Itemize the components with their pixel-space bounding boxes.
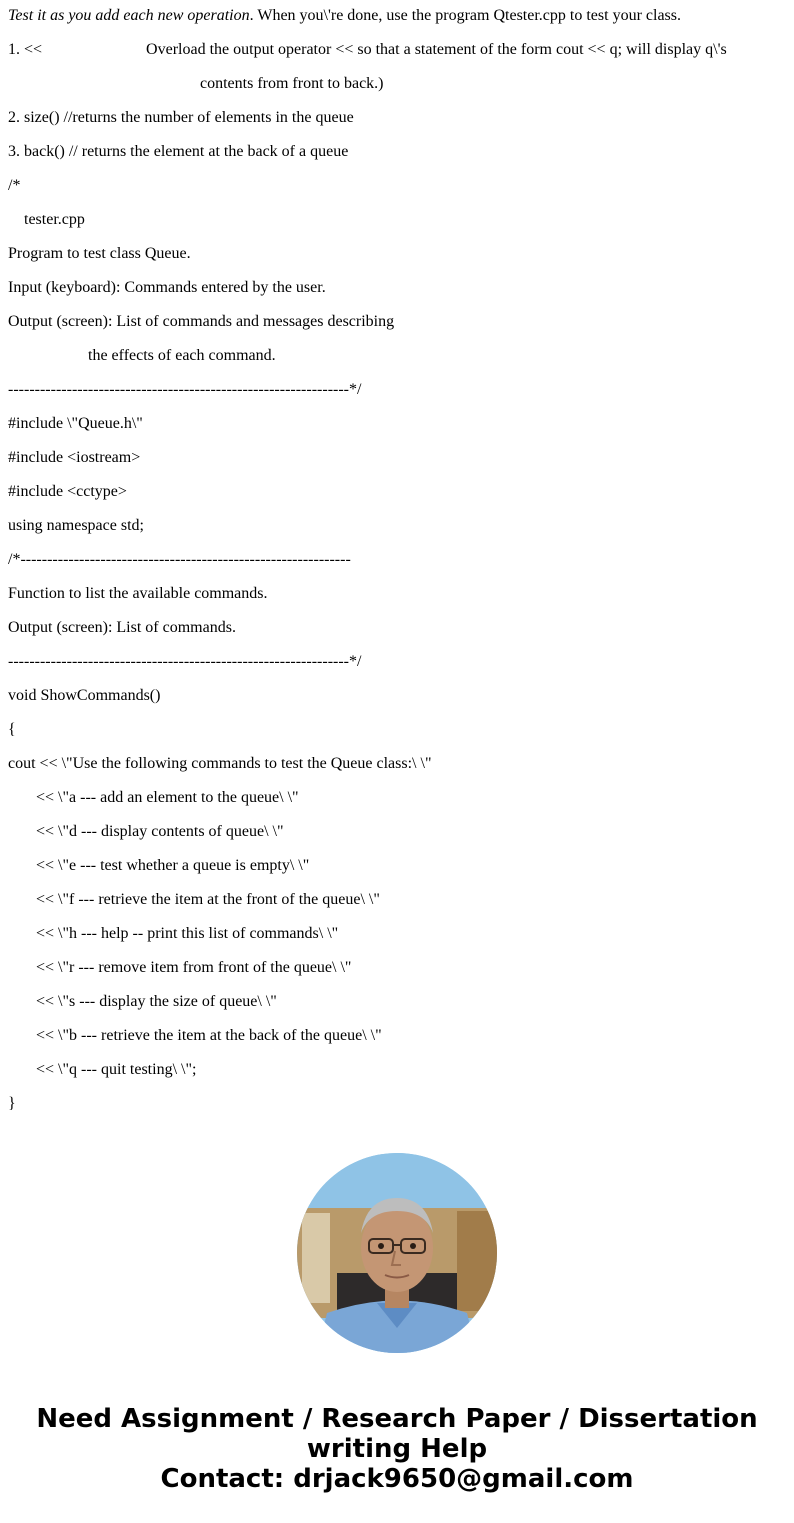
op2-line: 2. size() //returns the number of elements in the queue (8, 109, 354, 126)
avatar-portrait (297, 1153, 497, 1353)
function-signature: void ShowCommands() (8, 687, 161, 704)
brace-open: { (8, 721, 16, 738)
promo-contact: Contact: drjack9650@gmail.com (160, 1464, 634, 1494)
function-output: Output (screen): List of commands. (8, 619, 236, 636)
command-line: << \"b --- retrieve the item at the back of the queue\ \" (36, 1027, 382, 1044)
comment-open: /* (8, 177, 21, 194)
output-desc-cont: the effects of each command. (88, 347, 276, 364)
program-desc: Program to test class Queue. (8, 245, 191, 262)
function-desc: Function to list the available commands. (8, 585, 268, 602)
intro-rest: . When you\'re done, use the program Qtester.cpp to test your class. (249, 7, 681, 24)
op1-text: Overload the output operator << so that a statement of the form cout << q; will display q\'s (146, 41, 727, 58)
command-line: << \"a --- add an element to the queue\ \" (36, 789, 299, 806)
op1-prefix: 1. << (8, 41, 43, 58)
intro-line (8, 6, 681, 26)
promo-line-1: Need Assignment / Research Paper / Dissertation (36, 1404, 758, 1434)
comment-rule-open: /*-------------------------------------------------------------- (8, 551, 351, 568)
promo-line-2: writing Help (306, 1434, 488, 1464)
command-line: << \"f --- retrieve the item at the front of the queue\ \" (36, 891, 380, 908)
brace-close: } (8, 1095, 16, 1112)
include-queue: #include \"Queue.h\" (8, 415, 143, 432)
command-line: << \"d --- display contents of queue\ \" (36, 823, 284, 840)
op1-continuation: contents from front to back.) (200, 75, 384, 92)
op3-line: 3. back() // returns the element at the back of a queue (8, 143, 349, 160)
cout-line: cout << \"Use the following commands to test the Queue class:\ \" (8, 755, 432, 772)
output-desc: Output (screen): List of commands and messages describing (8, 313, 395, 330)
command-line: << \"s --- display the size of queue\ \" (36, 993, 277, 1010)
include-cctype: #include <cctype> (8, 483, 127, 500)
command-line: << \"q --- quit testing\ \"; (36, 1061, 197, 1078)
author-avatar (297, 1153, 497, 1353)
using-namespace: using namespace std; (8, 517, 144, 534)
input-desc: Input (keyboard): Commands entered by the user. (8, 279, 326, 296)
include-iostream: #include <iostream> (8, 449, 141, 466)
command-line: << \"e --- test whether a queue is empty\ \" (36, 857, 310, 874)
comment-rule-close: ----------------------------------------------------------------*/ (8, 381, 362, 398)
command-line: << \"r --- remove item from front of the queue\ \" (36, 959, 352, 976)
comment-rule-close-2: ----------------------------------------------------------------*/ (8, 653, 362, 670)
intro-emphasis: Test it as you add each new operation (8, 7, 250, 24)
file-name: tester.cpp (24, 211, 85, 228)
op1-line (8, 40, 727, 60)
command-line: << \"h --- help -- print this list of commands\ \" (36, 925, 339, 942)
